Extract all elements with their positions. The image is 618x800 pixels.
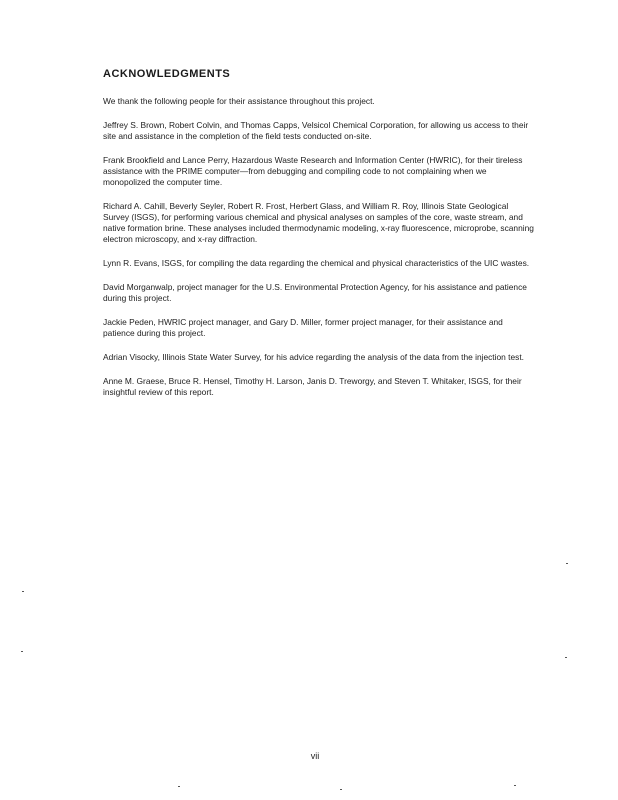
scan-speck (566, 563, 568, 564)
paragraph-velsicol: Jeffrey S. Brown, Robert Colvin, and Thomas Capps, Velsicol Chemical Corporation, for allowing us access to their site and assistance in the completion of the field tests conducted on-site. (103, 120, 529, 141)
page-number: vii (310, 751, 320, 761)
scan-speck (340, 789, 342, 790)
paragraph-isgs-analyses: Richard A. Cahill, Beverly Seyler, Robert R. Frost, Herbert Glass, and William R. Roy, Illinois State Geological Survey (ISGS), for performing various chemical and physical analyses on samples of the core, waste stream, and native formation brine. These analyses included thermodynamic modeling, x-ray fluorescence, microprobe, scanning electron microscopy, and x-ray diffraction. (103, 201, 534, 244)
paragraph-hwric-computer: Frank Brookfield and Lance Perry, Hazardous Waste Research and Information Center (HWRIC), for their tireless assistance with the PRIME computer—from debugging and compiling code to not complaining when we monopolized the computer time. (103, 155, 523, 187)
paragraph-epa: David Morganwalp, project manager for the U.S. Environmental Protection Agency, for his assistance and patience during this project. (103, 282, 527, 303)
paragraph-intro: We thank the following people for their assistance throughout this project. (103, 96, 375, 106)
scan-speck (178, 786, 180, 787)
paragraph-reviewers: Anne M. Graese, Bruce R. Hensel, Timothy H. Larson, Janis D. Treworgy, and Steven T. Whitaker, ISGS, for their insightful review of this report. (103, 376, 522, 397)
paragraph-water-survey: Adrian Visocky, Illinois State Water Survey, for his advice regarding the analysis of the data from the injection test. (103, 352, 524, 362)
section-heading: ACKNOWLEDGMENTS (103, 68, 231, 80)
scan-speck (565, 657, 567, 658)
scan-speck (514, 785, 516, 786)
acknowledgments-section (103, 68, 535, 411)
paragraph-hwric-managers: Jackie Peden, HWRIC project manager, and Gary D. Miller, former project manager, for their assistance and patience during this project. (103, 317, 503, 338)
scan-speck (21, 651, 23, 652)
paragraph-uic-data: Lynn R. Evans, ISGS, for compiling the data regarding the chemical and physical characteristics of the UIC wastes. (103, 258, 530, 268)
scan-speck (22, 591, 24, 592)
